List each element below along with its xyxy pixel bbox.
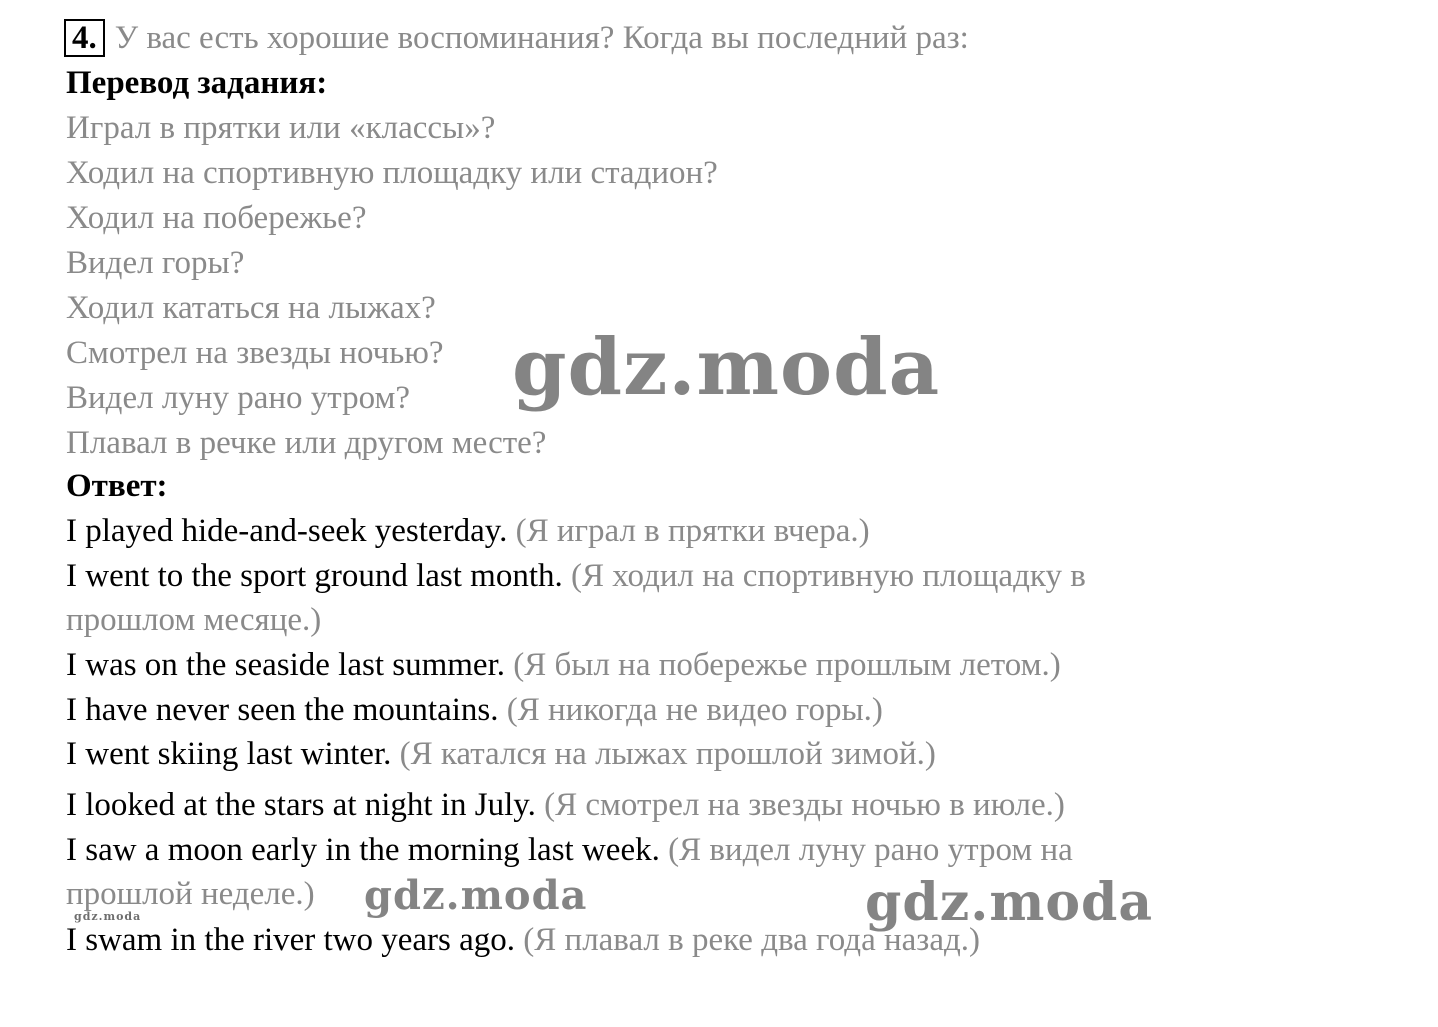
answer-item <box>66 690 883 730</box>
translation-line: Видел луну рано утром? <box>66 380 410 416</box>
answer-item <box>66 785 1065 825</box>
answer-russian: (Я смотрел на звезды ночью в июле.) <box>544 787 1065 823</box>
answer-item <box>66 830 1073 870</box>
translation-line: Плавал в речке или другом месте? <box>66 425 547 461</box>
translation-line: Ходил на спортивную площадку или стадион? <box>66 155 718 191</box>
answer-russian: (Я плавал в реке два года назад.) <box>523 922 980 958</box>
answer-item <box>66 734 936 774</box>
watermark-logo: gdz.moda <box>865 872 1154 933</box>
answer-russian: (Я был на побережье прошлым летом.) <box>513 647 1061 683</box>
answer-english: I looked at the stars at night in July. <box>66 787 536 823</box>
watermark-small: gdz.moda <box>74 910 142 923</box>
watermark-logo: gdz.moda <box>364 872 588 919</box>
answer-english: I went skiing last winter. <box>66 736 392 772</box>
answer-english: I swam in the river two years ago. <box>66 922 516 958</box>
translation-line: Играл в прятки или «классы»? <box>66 110 496 146</box>
translation-line: Ходил на побережье? <box>66 200 367 236</box>
answer-russian: (Я никогда не видео горы.) <box>506 692 883 728</box>
answer-english: I was on the seaside last summer. <box>66 647 505 683</box>
answer-russian: (Я ходил на спортивную площадку в <box>571 558 1086 594</box>
watermark-logo: gdz.moda <box>512 322 941 413</box>
answer-english: I have never seen the mountains. <box>66 692 499 728</box>
answer-russian: (Я играл в прятки вчера.) <box>515 513 870 549</box>
answer-english: I went to the sport ground last month. <box>66 558 563 594</box>
answer-heading: Ответ: <box>66 468 168 504</box>
translation-heading: Перевод задания: <box>66 65 328 101</box>
answer-english: I saw a moon early in the morning last week. <box>66 832 660 868</box>
answer-russian: (Я видел луну рано утром на <box>668 832 1073 868</box>
translation-line: Смотрел на звезды ночью? <box>66 335 444 371</box>
answer-russian-continuation: прошлом месяце.) <box>66 602 322 638</box>
answer-russian: (Я катался на лыжах прошлой зимой.) <box>399 736 936 772</box>
translation-line: Видел горы? <box>66 245 245 281</box>
answer-item <box>66 920 980 960</box>
task-number: 4. <box>64 19 105 57</box>
answer-item <box>66 511 870 551</box>
answer-russian-continuation: прошлой неделе.) <box>66 876 315 912</box>
translation-line: Ходил кататься на лыжах? <box>66 290 436 326</box>
answer-english: I played hide-and-seek yesterday. <box>66 513 508 549</box>
task-text: У вас есть хорошие воспоминания? Когда вы последний раз: <box>114 20 969 56</box>
task-line <box>66 18 969 58</box>
answer-item <box>66 645 1061 685</box>
answer-item <box>66 556 1086 596</box>
